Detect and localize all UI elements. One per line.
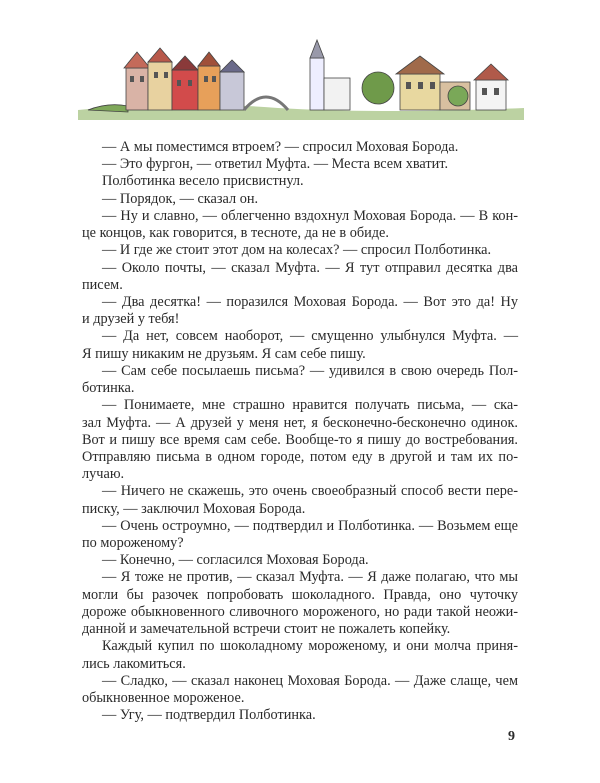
text-line: и друзей у тебя! [82, 311, 180, 328]
body-text [82, 139, 518, 724]
text-line: це концов, как говорится, в тесноте, да не в обиде. [82, 225, 389, 242]
text-line: — Около почты, — сказал Муфта. — Я тут отправил десятка два [102, 259, 518, 276]
text-line: Каждый купил по шоколадному мороженому, и они молча приня- [102, 638, 518, 655]
text-line: обыкновенное мороженое. [82, 690, 245, 706]
text-line: лучаю. [82, 466, 125, 483]
text-line: Полботинка весело присвистнул. [102, 173, 304, 190]
text-line: ботинка. [82, 380, 135, 397]
text-line: по мороженому? [82, 535, 184, 552]
paragraph [82, 397, 518, 483]
paragraph [82, 156, 518, 173]
paragraph [82, 638, 518, 672]
paragraph [82, 707, 518, 724]
paragraph [82, 173, 518, 190]
paragraph [82, 569, 518, 638]
paragraph [82, 552, 518, 569]
text-line: писку, — заключил Моховая Борода. [82, 500, 306, 517]
text-line: зал Муфта. — А друзей у меня нет, я бесконечно-бесконечно одинок. [82, 414, 518, 431]
text-line: — Понимаете, мне страшно нравится получать письма, — ска- [102, 397, 518, 414]
paragraph [82, 328, 518, 362]
text-line: — Ну и славно, — облегченно вздохнул Моховая Борода. — В кон- [102, 207, 518, 224]
text-line: — Сам себе посылаешь письма? — удивился в свою очередь Пол- [102, 362, 518, 379]
text-line: — Да нет, совсем наоборот, — смущенно улыбнулся Муфта. — [102, 328, 518, 345]
text-line: — Два десятка! — поразился Моховая Борода. — Вот это да! Ну [102, 293, 518, 310]
text-line: Вот и пишу все время сам себе. Вообще-то я пишу до востребования. [82, 431, 518, 448]
text-line: Отправляю письма в одном городе, потом еду в другой и там их по- [82, 448, 518, 465]
text-line: дороже обыкновенного сливочного мороженого, но ради такой неожи- [82, 603, 518, 620]
text-line: — Это фургон, — ответил Муфта. — Места всем хватит. [102, 156, 449, 173]
town-illustration [78, 38, 524, 120]
paragraph [82, 483, 518, 517]
text-line: — Порядок, — сказал он. [102, 190, 259, 207]
paragraph [82, 260, 518, 294]
paragraph [82, 673, 518, 707]
paragraph [82, 242, 518, 259]
text-line: — Я тоже не против, — сказал Муфта. — Я даже полагаю, что мы [102, 569, 518, 586]
text-line: Я пишу никаким не друзьям. Я сам себе пишу. [82, 345, 366, 362]
paragraph [82, 191, 518, 208]
text-line: — Очень остроумно, — подтвердил и Полботинка. — Возьмем еще [102, 517, 518, 534]
text-line: данной и замечательной встречи стоит не пожалеть копейку. [82, 621, 451, 638]
text-line: — И где же стоит этот дом на колесах? — спросил Полботинка. [102, 242, 492, 259]
paragraph [82, 518, 518, 552]
paragraph [82, 139, 518, 156]
text-line: — Угу, — подтвердил Полботинка. [102, 707, 316, 724]
page-number: 9 [508, 729, 515, 744]
paragraph [82, 208, 518, 242]
text-line: могли бы разочек попробовать шоколадного. Правда, оно чуточку [82, 586, 518, 603]
paragraph [82, 363, 518, 397]
text-line: — Ничего не скажешь, это очень своеобразный способ вести пере- [102, 483, 518, 500]
text-line: лись лакомиться. [82, 655, 186, 672]
text-line: писем. [82, 276, 123, 293]
text-line: — Сладко, — сказал наконец Моховая Борода. — Даже слаще, чем [102, 672, 518, 689]
paragraph [82, 294, 518, 328]
text-line: — А мы поместимся втроем? — спросил Моховая Борода. [102, 139, 459, 155]
text-line: — Конечно, — согласился Моховая Борода. [102, 552, 369, 569]
